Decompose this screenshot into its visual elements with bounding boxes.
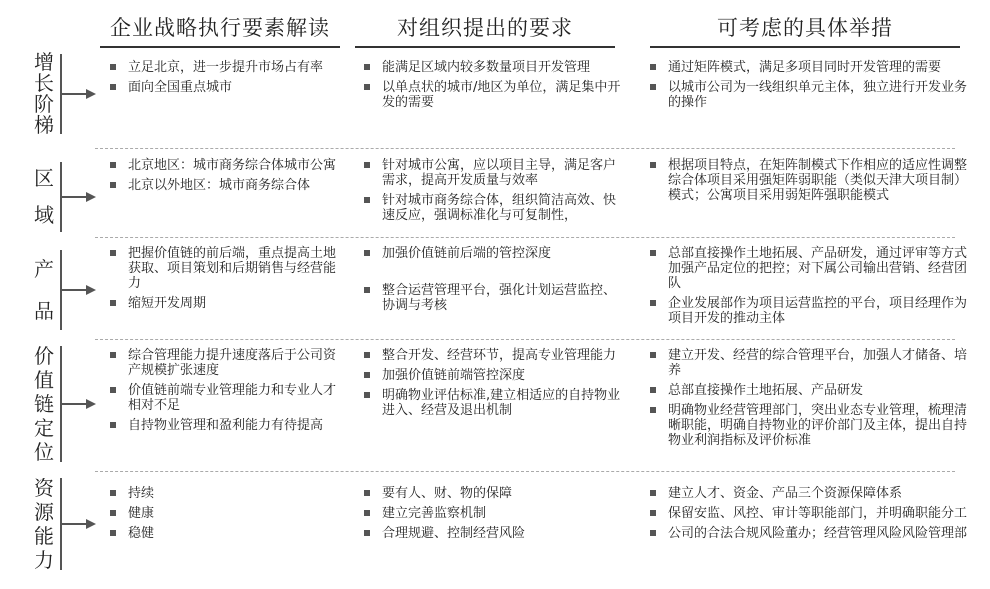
list-item: 建立完善监察机制 (362, 506, 622, 521)
list-item: 明确物业评估标准,建立相适应的自持物业进入、经营及退出机制 (362, 388, 622, 418)
list-item: 立足北京，进一步提升市场占有率 (108, 60, 340, 75)
arrow-icon (62, 518, 98, 530)
header-measures: 可考虑的具体举措 (650, 10, 960, 48)
arrow-icon (62, 191, 98, 203)
list-item: 北京地区：城市商务综合体城市公寓 (108, 158, 340, 173)
list-item: 公司的合法合规风险董办；经营管理风险风险管理部 (648, 526, 968, 541)
list-item: 加强价值链前端管控深度 (362, 368, 622, 383)
list-item: 根据项目特点，在矩阵制模式下作相应的适应性调整 综合体项目采用强矩阵弱职能（类似天津大项目制）模式；公寓项目采用弱矩阵强职能模式 (648, 158, 968, 203)
arrow-icon (62, 88, 98, 100)
table-row (0, 158, 990, 233)
cell-col3 (648, 246, 968, 331)
list-item: 加强价值链前后端的管控深度 (362, 246, 622, 261)
row-label: 增 长 阶 梯 (34, 50, 54, 137)
list-item: 把握价值链的前后端，重点提高土地获取、项目策划和后期销售与经营能力 (108, 246, 340, 291)
cell-col3 (648, 348, 968, 453)
arrow-icon (62, 284, 98, 296)
table-row (0, 60, 990, 144)
list-item: 总部直接操作土地拓展、产品研发 (648, 383, 968, 398)
row-label: 产 品 (34, 257, 54, 323)
cell-col2 (362, 348, 622, 423)
cell-col1 (108, 158, 340, 198)
list-item: 建立人才、资金、产品三个资源保障体系 (648, 486, 968, 501)
cell-col1 (108, 348, 340, 438)
list-item: 保留安监、风控、审计等职能部门，并明确职能分工 (648, 506, 968, 521)
list-item: 持续 (108, 486, 340, 501)
list-item: 以城市公司为一线组织单元主体，独立进行开发业务的操作 (648, 80, 968, 110)
list-item: 缩短开发周期 (108, 296, 340, 311)
list-item: 企业发展部作为项目运营监控的平台，项目经理作为项目开发的推动主体 (648, 296, 968, 326)
arrow-icon (62, 398, 98, 410)
cell-col1 (108, 246, 340, 316)
list-item: 合理规避、控制经营风险 (362, 526, 622, 541)
list-item: 价值链前端专业管理能力和专业人才相对不足 (108, 383, 340, 413)
row-divider (95, 237, 955, 238)
list-item: 总部直接操作土地拓展、产品研发，通过评审等方式加强产品定位的把控；对下属公司输出营销、经营团队 (648, 246, 968, 291)
list-item: 自持物业管理和盈利能力有待提高 (108, 418, 340, 433)
list-item: 通过矩阵模式，满足多项目同时开发管理的需要 (648, 60, 968, 75)
list-item: 以单点状的城市/地区为单位，满足集中开发的需要 (362, 80, 622, 110)
list-item: 能满足区域内较多数量项目开发管理 (362, 60, 622, 75)
table-row (0, 348, 990, 458)
list-item: 针对城市商务综合体，组织简洁高效、快速反应，强调标准化与可复制性， (362, 193, 622, 223)
list-item: 整合开发、经营环节，提高专业管理能力 (362, 348, 622, 363)
cell-col2 (362, 486, 622, 546)
header-interpretation: 企业战略执行要素解读 (100, 10, 340, 48)
cell-col2 (362, 246, 622, 318)
row-label: 资 源 能 力 (34, 476, 54, 572)
cell-col2 (362, 158, 622, 228)
list-item: 整合运营管理平台，强化计划运营监控、协调与考核 (362, 283, 622, 313)
cell-col3 (648, 158, 968, 208)
cell-col1 (108, 486, 340, 546)
cell-col3 (648, 486, 968, 546)
cell-col3 (648, 60, 968, 115)
row-divider (95, 339, 955, 340)
row-divider (95, 148, 955, 149)
list-item: 明确物业经营管理部门，突出业态专业管理，梳理清晰职能，明确自持物业的评价部门及主体，提出自持物业利润指标及评价标准 (648, 403, 968, 448)
list-item: 综合管理能力提升速度落后于公司资产规模扩张速度 (108, 348, 340, 378)
header-requirements: 对组织提出的要求 (355, 10, 615, 48)
list-item: 稳健 (108, 526, 340, 541)
list-item: 面向全国重点城市 (108, 80, 340, 95)
cell-col1 (108, 60, 340, 100)
list-item: 北京以外地区：城市商务综合体 (108, 178, 340, 193)
list-item: 健康 (108, 506, 340, 521)
table-row (0, 246, 990, 332)
row-label: 区 域 (34, 166, 54, 227)
list-item: 针对城市公寓，应以项目主导，满足客户需求，提高开发质量与效率 (362, 158, 622, 188)
table-row (0, 486, 990, 564)
row-label: 价 值 链 定 位 (34, 344, 54, 464)
list-item: 要有人、财、物的保障 (362, 486, 622, 501)
list-item: 建立开发、经营的综合管理平台，加强人才储备、培养 (648, 348, 968, 378)
row-divider (95, 471, 955, 472)
cell-col2 (362, 60, 622, 115)
